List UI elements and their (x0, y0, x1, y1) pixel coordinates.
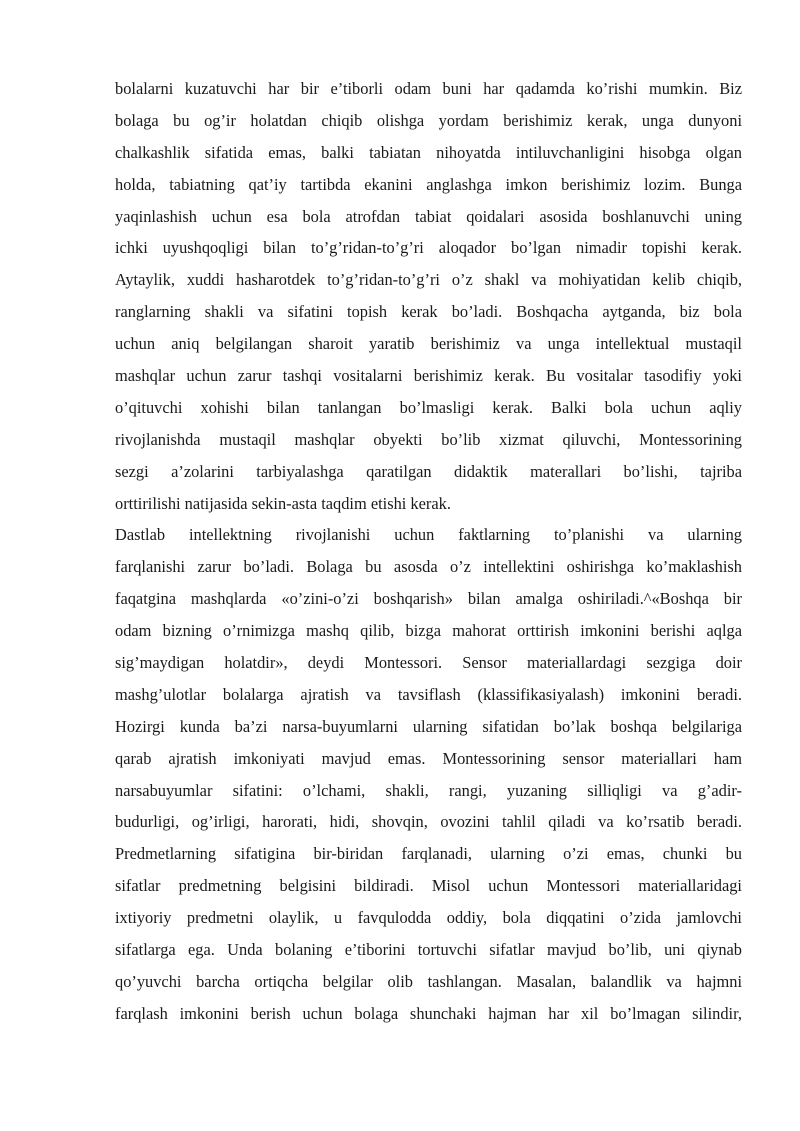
body-text (115, 73, 742, 1030)
text-line: orttirilishi natijasida sekin-asta taqdim etishi kerak. (115, 493, 451, 513)
text-line: rivojlanishda mustaqil mashqlar obyekti bo’lib xizmat qiluvchi, Montessorining (115, 429, 742, 449)
text-line: sifatlarga ega. Unda bolaning e’tiborini tortuvchi sifatlar mavjud bo’lib, uni qiynab (115, 940, 742, 960)
text-line: ranglarning shakli va sifatini topish kerak bo’ladi. Boshqacha aytganda, biz bola (115, 302, 742, 322)
text-line: Aytaylik, xuddi hasharotdek to’g’ridan-to’g’ri o’z shakl va mohiyatidan kelib chiqib, (115, 270, 742, 290)
text-line: yaqinlashish uchun esa bola atrofdan tabiat qoidalari asosida boshlanuvchi uning (115, 206, 742, 226)
text-line: farqlanishi zarur bo’ladi. Bolaga bu asosda o’z intellektini oshirishga ko’maklashish (115, 557, 742, 577)
text-line: bolalarni kuzatuvchi har bir e’tiborli odam buni har qadamda ko’rishi mumkin. Biz (115, 79, 742, 98)
text-line: Hozirgi kunda ba’zi narsa-buyumlarni ularning sifatidan bo’lak boshqa belgilariga (115, 716, 742, 736)
text-line: farqlash imkonini berish uchun bolaga shunchaki hajman har xil bo’lmagan silindir, (115, 1003, 742, 1023)
text-line: sig’maydigan holatdir», deydi Montessori. Sensor materiallardagi sezgiga doir (115, 653, 742, 673)
text-line: bolaga bu og’ir holatdan chiqib olishga yordam berishimiz kerak, unga dunyoni (115, 110, 742, 130)
text-line: chalkashlik sifatida emas, balki tabiatan nihoyatda intiluvchanligini hisobga olgan (115, 142, 742, 162)
text-line: narsabuyumlar sifatini: o’lchami, shakli, rangi, yuzaning silliqligi va g’adir- (115, 780, 742, 800)
text-line: qarab ajratish imkoniyati mavjud emas. Montessorining sensor materiallari ham (115, 748, 742, 768)
text-line: Dastlab intellektning rivojlanishi uchun faktlarning to’planishi va ularning (115, 525, 742, 545)
text-line: mashqlar uchun zarur tashqi vositalarni berishimiz kerak. Bu vositalar tasodifiy yoki (115, 366, 742, 386)
text-line: odam bizning o’rnimizga mashq qilib, bizga mahorat orttirish imkonini berishi aqlga (115, 621, 742, 641)
text-line: Predmetlarning sifatigina bir-biridan farqlanadi, ularning o’zi emas, chunki bu (115, 844, 742, 864)
text-line: ixtiyoriy predmetni olaylik, u favqulodda oddiy, bola diqqatini o’zida jamlovchi (115, 908, 742, 928)
text-line: holda, tabiatning qat’iy tartibda ekanini anglashga imkon berishimiz lozim. Bunga (115, 174, 742, 194)
text-line: ichki uyushqoqligi bilan to’g’ridan-to’g’ri aloqador bo’lgan nimadir topishi kerak. (115, 238, 742, 258)
text-line: sezgi a’zolarini tarbiyalashga qaratilgan didaktik materallari bo’lishi, tajriba (115, 461, 742, 481)
text-line: sifatlar predmetning belgisini bildiradi. Misol uchun Montessori materiallaridagi (115, 876, 742, 896)
text-line: o’qituvchi xohishi bilan tanlangan bo’lmasligi kerak. Balki bola uchun aqliy (115, 397, 742, 417)
text-line: qo’yuvchi barcha ortiqcha belgilar olib tashlangan. Masalan, balandlik va hajmni (115, 971, 742, 991)
text-line: budurligi, og’irligi, harorati, hidi, shovqin, ovozini tahlil qiladi va ko’rsatib beradi. (115, 812, 742, 832)
text-line: faqatgina mashqlarda «o’zini-o’zi boshqarish» bilan amalga oshiriladi.^«Boshqa bir (115, 589, 742, 609)
text-line: mashg’ulotlar bolalarga ajratish va tavsiflash (klassifikasiyalash) imkonini beradi. (115, 684, 742, 704)
text-line: uchun aniq belgilangan sharoit yaratib berishimiz va unga intellektual mustaqil (115, 334, 742, 354)
